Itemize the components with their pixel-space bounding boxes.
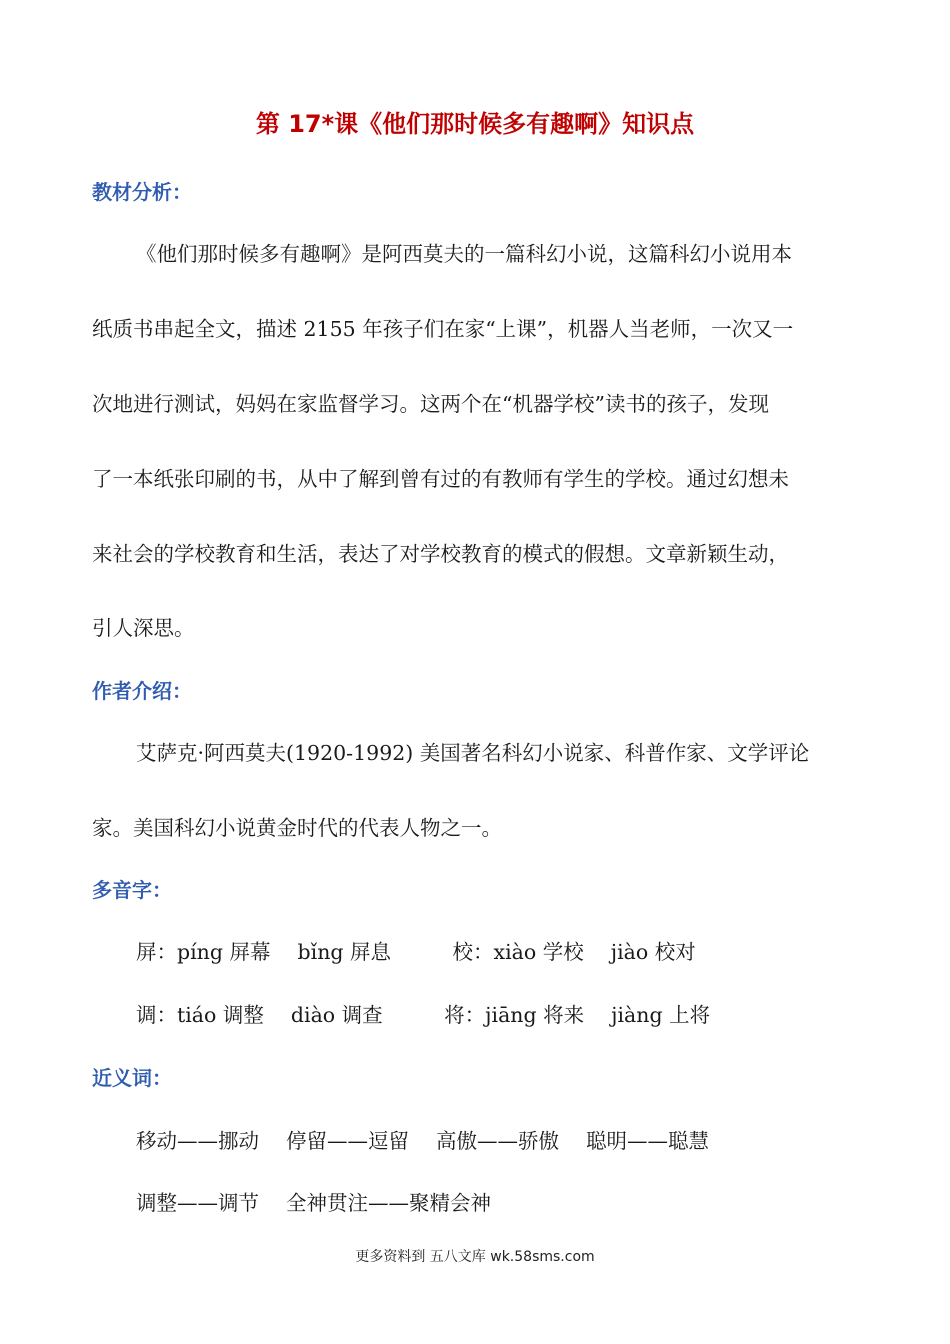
footer-link-text: 更多资料到 五八文库 wk.58sms.com: [355, 1249, 595, 1265]
synonym-line: 移动——挪动 停留——逗留 高傲——骄傲 聪明——聪慧: [136, 1129, 710, 1153]
paragraph-line: 来社会的学校教育和生活，表达了对学校教育的模式的假想。文章新颖生动，: [92, 542, 789, 566]
paragraph-line: 引人深思。: [92, 616, 195, 640]
section-heading-analysis: 教材分析：: [92, 180, 192, 204]
synonym-line: 调整——调节 全神贯注——聚精会神: [136, 1191, 492, 1215]
paragraph-line: 家。美国科幻小说黄金时代的代表人物之一。: [92, 816, 502, 840]
paragraph-line: 艾萨克·阿西莫夫(1920-1992) 美国著名科幻小说家、科普作家、文学评论: [136, 741, 810, 765]
paragraph-line: 次地进行测试，妈妈在家监督学习。这两个在“机器学校”读书的孩子，发现: [92, 392, 769, 416]
paragraph-line: 纸质书串起全文，描述 2155 年孩子们在家“上课”，机器人当老师，一次又一: [92, 317, 794, 341]
page-title: 第 17*课《他们那时候多有趣啊》知识点: [255, 110, 695, 138]
polyphone-line: 调：tiáo 调整 diào 调查 将：jiāng 将来 jiàng 上将: [136, 1003, 711, 1027]
section-heading-polyphones: 多音字：: [92, 878, 172, 902]
paragraph-line: 《他们那时候多有趣啊》是阿西莫夫的一篇科幻小说，这篇科幻小说用本: [136, 242, 792, 266]
paragraph-line: 了一本纸张印刷的书，从中了解到曾有过的有教师有学生的学校。通过幻想未: [92, 467, 789, 491]
section-heading-author: 作者介绍：: [92, 679, 192, 703]
section-heading-synonyms: 近义词：: [92, 1066, 172, 1090]
polyphone-line: 屏：píng 屏幕 bǐng 屏息 校：xiào 学校 jiào 校对: [136, 940, 696, 964]
